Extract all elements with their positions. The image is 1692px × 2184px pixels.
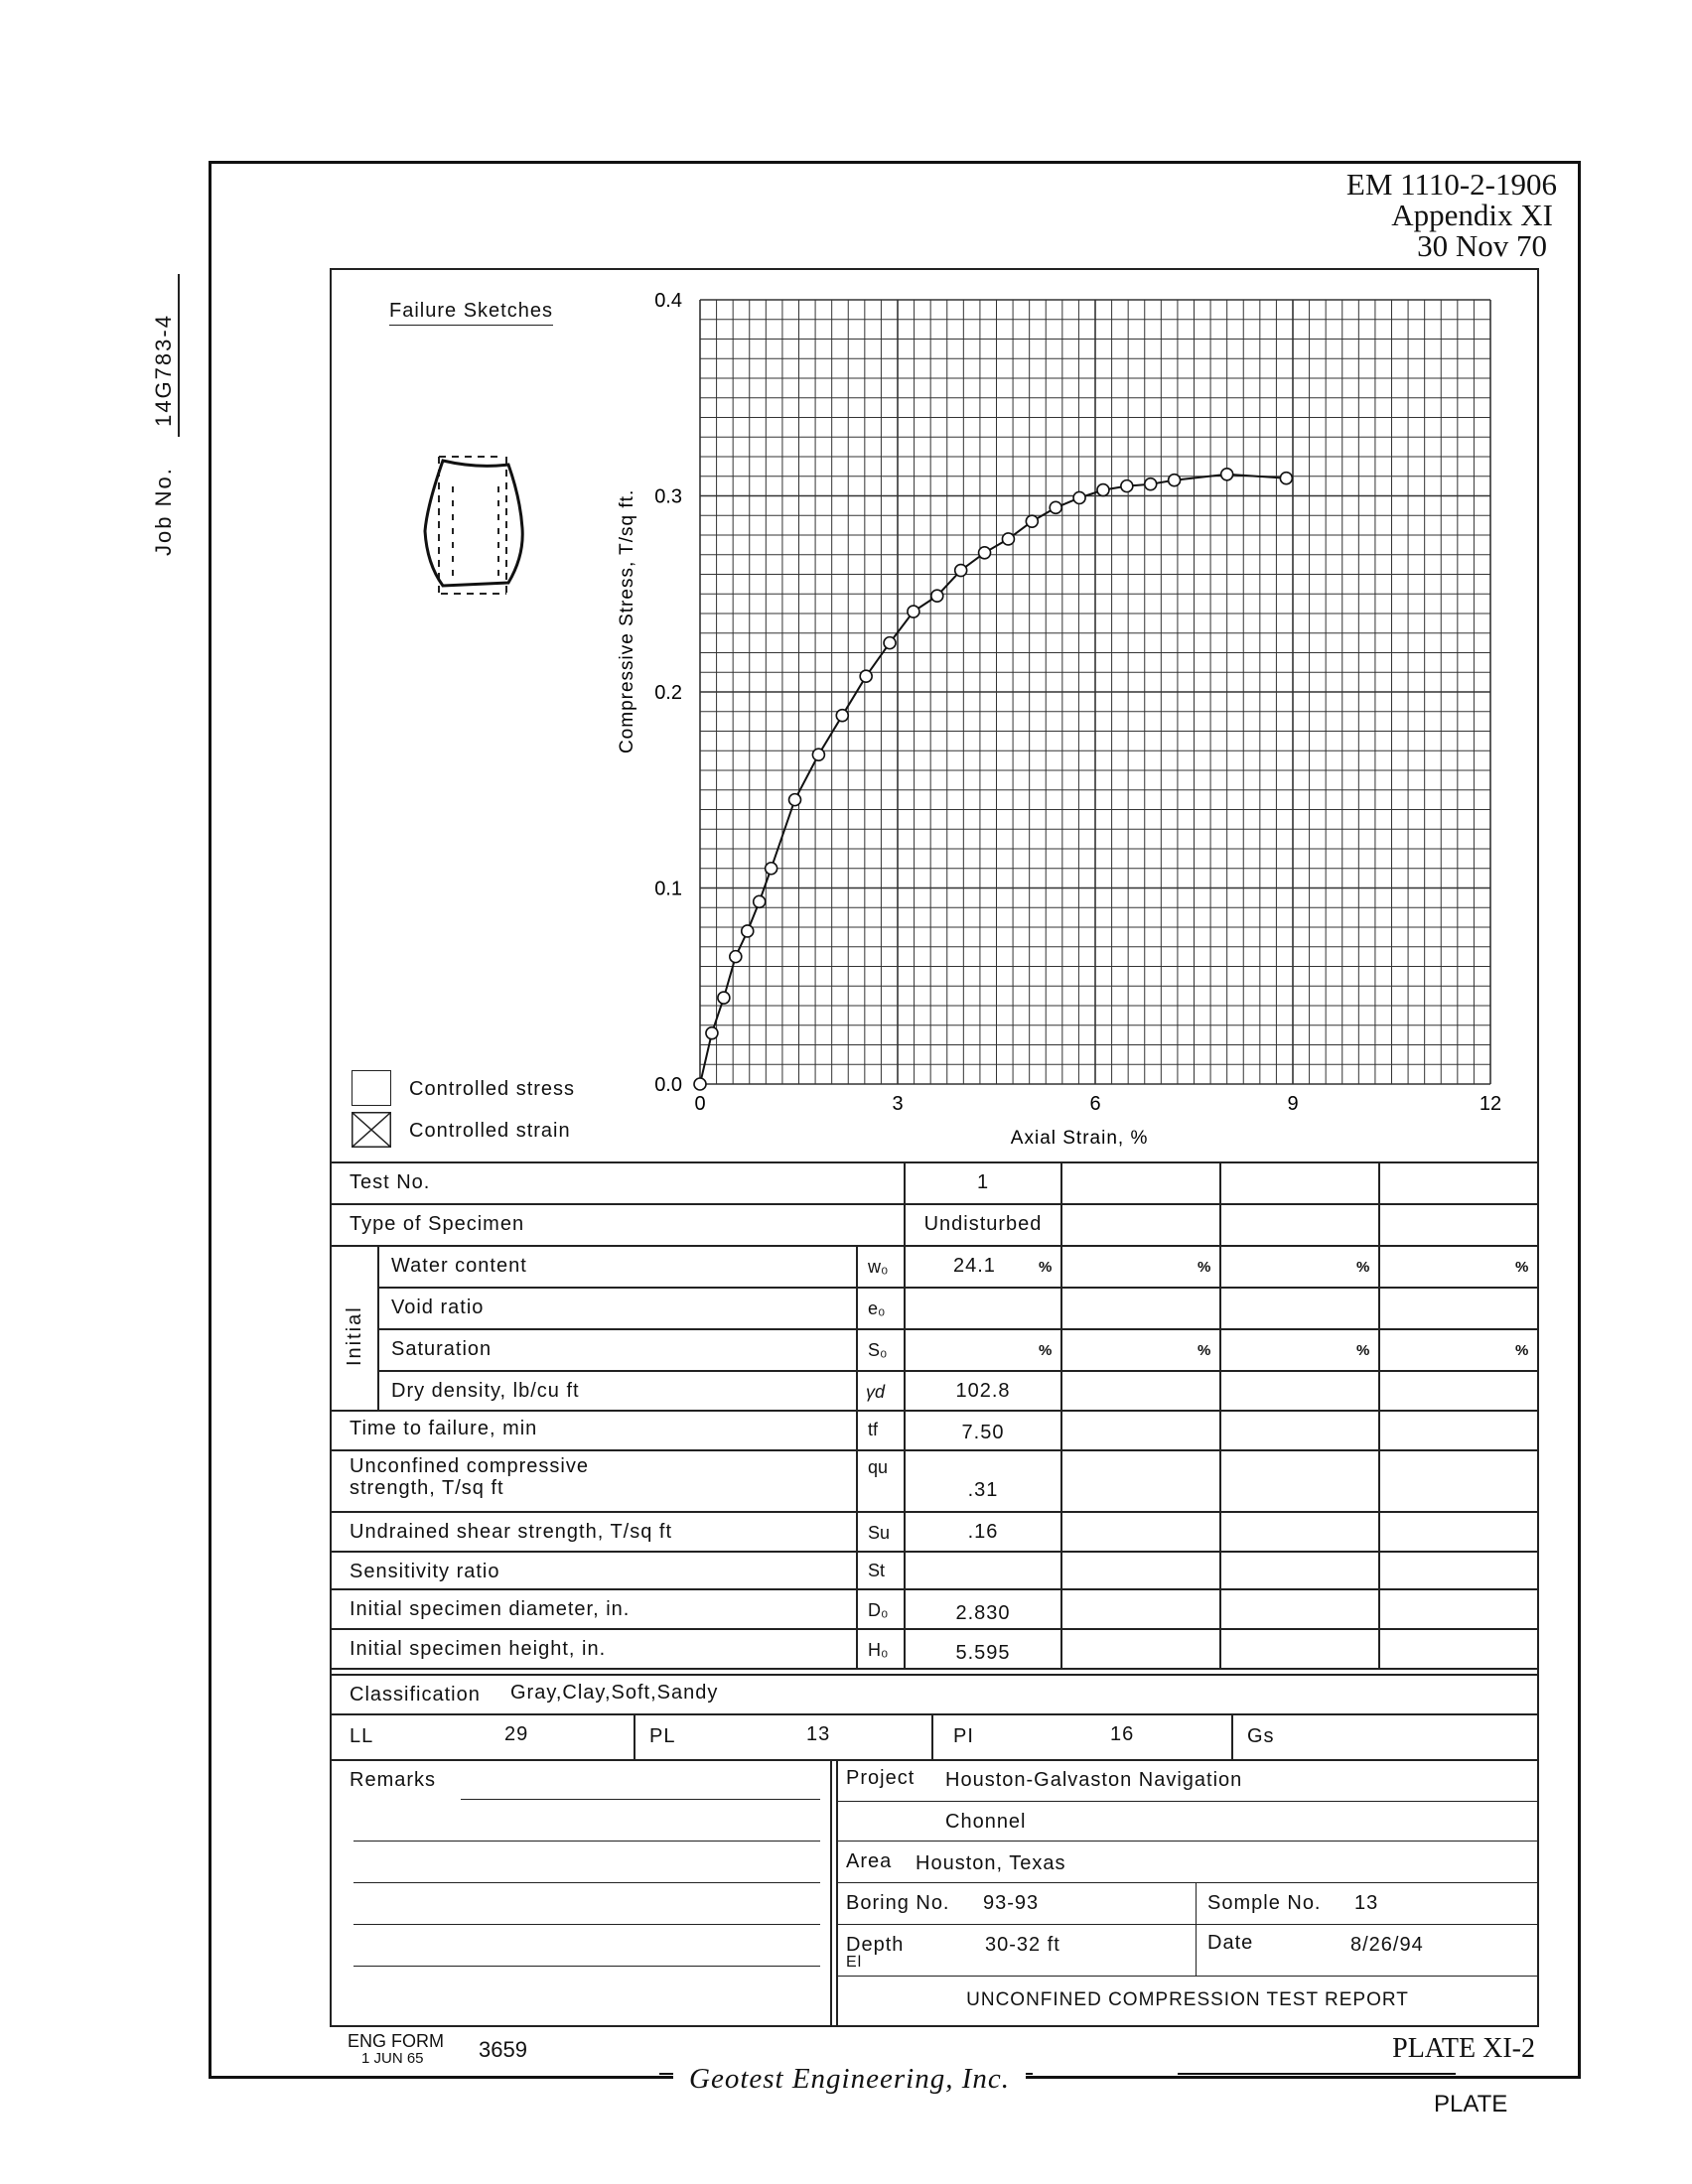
failure-sketch <box>417 447 536 606</box>
height-label: Initial specimen height, in. <box>350 1638 607 1660</box>
time-to-failure-value: 7.50 <box>961 1422 1005 1443</box>
gs-label: Gs <box>1247 1725 1275 1747</box>
x-tick-label: 3 <box>892 1093 904 1115</box>
eng-form-label: ENG FORM <box>348 2031 444 2051</box>
data-point <box>754 895 766 907</box>
test-no-label: Test No. <box>350 1171 431 1193</box>
dry-density-value: 102.8 <box>955 1380 1011 1402</box>
plate-bottom-label: PLATE <box>1434 2091 1508 2117</box>
divider <box>332 1628 1537 1630</box>
data-point <box>1121 480 1133 492</box>
diameter-symbol: D₀ <box>868 1600 889 1620</box>
pl-label: PL <box>649 1725 676 1747</box>
data-point <box>860 670 872 682</box>
data-point <box>1280 473 1292 484</box>
time-to-failure-symbol: tf <box>868 1420 879 1439</box>
chart-grid <box>700 300 1490 1084</box>
project-line1: Houston-Galvaston Navigation <box>945 1769 1243 1791</box>
series-line <box>700 475 1286 1084</box>
data-point <box>812 749 824 760</box>
remarks-label: Remarks <box>350 1769 437 1791</box>
void-ratio-label: Void ratio <box>391 1297 485 1318</box>
company-underline-right <box>1178 2073 1456 2075</box>
percent-sign: % <box>1198 1342 1211 1359</box>
divider <box>332 1410 1537 1412</box>
date-label: Date <box>1207 1932 1254 1954</box>
remarks-line <box>353 1882 820 1883</box>
appendix-label: Appendix XI <box>1391 198 1553 232</box>
sensitivity-label: Sensitivity ratio <box>350 1561 500 1582</box>
data-point <box>979 547 991 559</box>
divider <box>377 1245 379 1410</box>
el-label: El <box>846 1954 863 1971</box>
pi-value: 16 <box>1110 1723 1135 1745</box>
diameter-value: 2.830 <box>955 1602 1011 1624</box>
unconfined-strength-symbol: qu <box>868 1457 889 1477</box>
x-tick-label: 6 <box>1089 1093 1101 1115</box>
data-point <box>1145 478 1157 490</box>
classification-label: Classification <box>350 1684 481 1706</box>
y-axis-label: Compressive Stress, T/sq ft. <box>617 488 637 754</box>
x-tick-label: 12 <box>1479 1093 1502 1115</box>
controlled-stress-checkbox <box>352 1070 391 1106</box>
area-label: Area <box>846 1850 893 1872</box>
sample-value: 13 <box>1354 1892 1379 1914</box>
divider <box>332 1759 1537 1761</box>
data-point <box>789 794 801 806</box>
divider <box>332 1511 1537 1513</box>
divider <box>838 1924 1537 1925</box>
height-value: 5.595 <box>955 1642 1011 1664</box>
percent-sign: % <box>1356 1342 1370 1359</box>
saturation-symbol: S₀ <box>868 1340 888 1360</box>
x-axis-label: Axial Strain, % <box>1010 1128 1149 1149</box>
controlled-strain-label: Controlled strain <box>409 1120 571 1142</box>
boring-value: 93-93 <box>983 1892 1040 1914</box>
undrained-shear-symbol: Su <box>868 1523 891 1543</box>
water-content-value: 24.1 <box>953 1255 996 1277</box>
data-point <box>955 565 967 577</box>
pl-value: 13 <box>806 1723 831 1745</box>
dry-density-label: Dry density, lb/cu ft <box>391 1380 580 1402</box>
data-point <box>742 925 754 937</box>
y-tick-label: 0.0 <box>654 1074 682 1096</box>
ll-label: LL <box>350 1725 374 1747</box>
data-point <box>766 863 777 875</box>
plate-number: PLATE XI-2 <box>1392 2033 1535 2064</box>
divider <box>836 1759 838 2025</box>
data-point <box>730 951 742 963</box>
remarks-line <box>353 1966 820 1967</box>
divider <box>332 1674 1537 1676</box>
project-label: Project <box>846 1767 916 1789</box>
divider <box>1196 1882 1197 1976</box>
data-point <box>718 992 730 1004</box>
test-no-1: 1 <box>976 1171 990 1193</box>
data-point <box>1002 533 1014 545</box>
remarks-line <box>353 1924 820 1925</box>
report-title: UNCONFINED COMPRESSION TEST REPORT <box>966 1989 1409 2010</box>
unconfined-strength-value: .31 <box>967 1479 999 1501</box>
ll-value: 29 <box>504 1723 529 1745</box>
data-point <box>694 1078 706 1090</box>
unconfined-strength-label-line1: Unconfined compressive <box>350 1455 589 1477</box>
divider <box>332 1668 1537 1670</box>
eng-form-number: 3659 <box>479 2037 527 2062</box>
project-line2: Chonnel <box>945 1811 1027 1833</box>
percent-sign: % <box>1356 1259 1370 1276</box>
area-value: Houston, Texas <box>916 1852 1066 1874</box>
divider <box>377 1328 1537 1330</box>
diameter-label: Initial specimen diameter, in. <box>350 1598 631 1620</box>
job-value: 14G783-4 <box>151 274 180 437</box>
divider <box>1231 1713 1233 1761</box>
divider <box>332 1551 1537 1553</box>
divider <box>856 1245 858 1670</box>
water-content-symbol: w₀ <box>868 1257 889 1277</box>
percent-sign: % <box>1515 1342 1529 1359</box>
job-label: Job No. <box>151 467 176 556</box>
data-point <box>1221 469 1233 480</box>
controlled-strain-checkbox <box>352 1112 391 1148</box>
type-of-specimen-label: Type of Specimen <box>350 1213 525 1235</box>
divider <box>377 1370 1537 1372</box>
void-ratio-symbol: e₀ <box>868 1298 886 1318</box>
unconfined-strength-label <box>350 1455 589 1499</box>
eng-form-date: 1 JUN 65 <box>361 2050 424 2067</box>
divider <box>332 1203 1537 1205</box>
divider <box>1060 1161 1062 1670</box>
percent-sign: % <box>1515 1259 1529 1276</box>
controlled-stress-label: Controlled stress <box>409 1078 576 1100</box>
undrained-shear-value: .16 <box>967 1521 999 1543</box>
pi-label: PI <box>953 1725 974 1747</box>
saturation-label: Saturation <box>391 1338 493 1360</box>
date-value: 8/26/94 <box>1350 1934 1424 1956</box>
divider <box>838 1976 1537 1977</box>
data-point <box>1050 501 1061 513</box>
x-tick-label: 9 <box>1287 1093 1299 1115</box>
divider <box>332 1245 1537 1247</box>
x-tick-label: 0 <box>694 1093 706 1115</box>
sensitivity-symbol: St <box>868 1561 886 1580</box>
depth-value: 30-32 ft <box>985 1934 1060 1956</box>
time-to-failure-label: Time to failure, min <box>350 1418 538 1439</box>
data-point <box>908 606 919 617</box>
divider <box>332 1161 1537 1163</box>
stress-strain-chart <box>596 278 1509 1161</box>
dry-density-symbol: γd <box>866 1382 886 1402</box>
y-tick-label: 0.3 <box>654 485 682 508</box>
divider <box>838 1801 1537 1802</box>
initial-label: Initial <box>344 1305 365 1366</box>
data-point <box>836 710 848 722</box>
divider <box>332 1713 1537 1715</box>
divider <box>838 1882 1537 1883</box>
divider <box>931 1713 933 1761</box>
document-number: EM 1110-2-1906 <box>1345 167 1557 202</box>
water-content-label: Water content <box>391 1255 527 1277</box>
remarks-line <box>353 1841 820 1842</box>
document-date: 30 Nov 70 <box>1417 228 1547 263</box>
failure-sketches-title: Failure Sketches <box>389 300 553 326</box>
y-tick-label: 0.4 <box>654 290 682 312</box>
percent-sign: % <box>1039 1342 1053 1359</box>
divider <box>1219 1161 1221 1670</box>
stress-strain-series <box>694 469 1292 1090</box>
percent-sign: % <box>1039 1259 1053 1276</box>
divider <box>377 1287 1537 1289</box>
data-point <box>1026 515 1038 527</box>
height-symbol: H₀ <box>868 1640 889 1660</box>
data-point <box>931 590 943 602</box>
data-point <box>1073 491 1085 503</box>
unconfined-strength-label-line2: strength, T/sq ft <box>350 1477 504 1499</box>
divider <box>838 1841 1537 1842</box>
type-of-specimen-1: Undisturbed <box>923 1213 1043 1235</box>
depth-label: Depth <box>846 1934 905 1956</box>
divider <box>634 1713 635 1761</box>
job-number <box>151 274 177 556</box>
classification-value: Gray,Clay,Soft,Sandy <box>510 1682 719 1704</box>
divider <box>1378 1161 1380 1670</box>
y-tick-label: 0.1 <box>654 878 682 900</box>
data-point <box>706 1027 718 1039</box>
boring-label: Boring No. <box>846 1892 950 1914</box>
company-name: Geotest Engineering, Inc. <box>673 2063 1026 2096</box>
percent-sign: % <box>1198 1259 1211 1276</box>
data-point <box>1169 475 1181 486</box>
undrained-shear-label: Undrained shear strength, T/sq ft <box>350 1521 673 1543</box>
divider <box>332 1449 1537 1451</box>
data-point <box>1097 484 1109 496</box>
y-tick-label: 0.2 <box>654 682 682 704</box>
divider <box>830 1759 832 2025</box>
sample-label: Somple No. <box>1207 1892 1322 1914</box>
divider <box>332 1588 1537 1590</box>
data-point <box>884 637 896 649</box>
remarks-line <box>461 1799 820 1800</box>
